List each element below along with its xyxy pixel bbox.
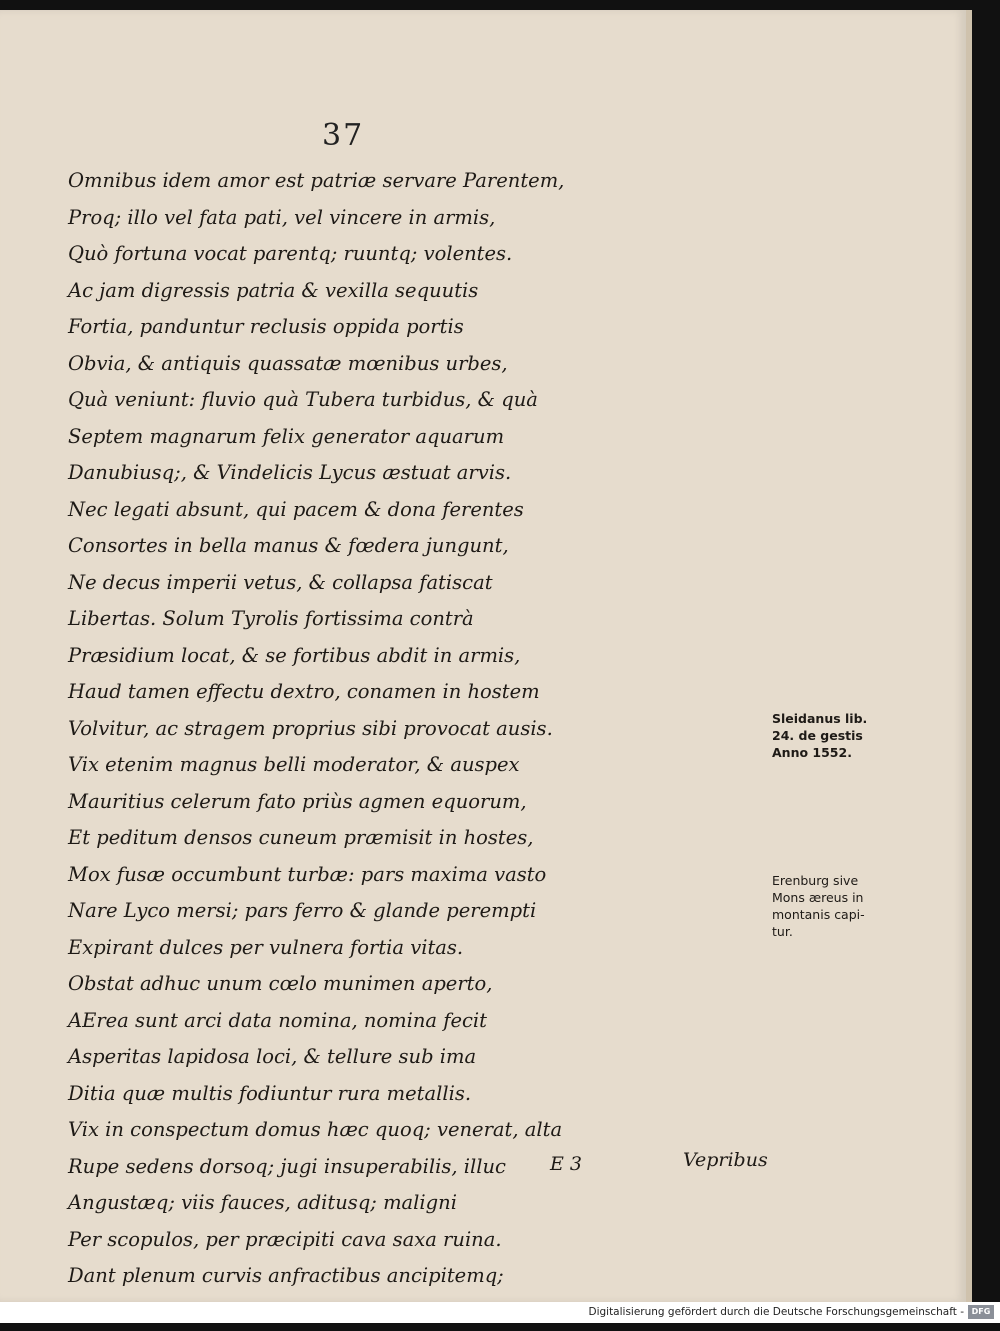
funding-credit: Digitalisierung gefördert durch die Deutsche Forschungsgemeinschaft - [588,1306,964,1318]
verse-line: Asperitas lapidosa loci, & tellure sub ima [68,1039,628,1076]
verse-line: Et peditum densos cuneum præmisit in hostes, [68,820,628,857]
verse-line: Nec legati absunt, qui pacem & dona ferentes [68,492,628,529]
verse-line: Mauritius celerum fato priùs agmen equorum, [68,784,628,821]
verse-line: Ne decus imperii vetus, & collapsa fatiscat [68,565,628,602]
verse-line: Dant plenum curvis anfractibus ancipitemq; [68,1258,628,1295]
marginal-note: Erenburg sive Mons æreus in montanis capi- tur. [772,872,922,940]
verse-line: Rupe sedens dorsoq; jugi insuperabilis, illuc [68,1149,628,1186]
book-page [0,10,972,1302]
verse-line: Quà veniunt: fluvio quà Tubera turbidus, & quà [68,382,628,419]
verse-line: Obvia, & antiquis quassatæ mœnibus urbes, [68,346,628,383]
verse-line: Septem magnarum felix generator aquarum [68,419,628,456]
footer-bar [0,1302,1000,1323]
verse-line: Omnibus idem amor est patriæ servare Parentem, [68,163,628,200]
verse-line: Libertas. Solum Tyrolis fortissima contrà [68,601,628,638]
verse-line: Angustæq; viis fauces, aditusq; maligni [68,1185,628,1222]
verse-line: Mox fusæ occumbunt turbæ: pars maxima vasto [68,857,628,894]
verse-line: Ditia quæ multis fodiuntur rura metallis. [68,1076,628,1113]
verse-line: Vix in conspectum domus hæc quoq; venerat, alta [68,1112,628,1149]
verse-line: Haud tamen effectu dextro, conamen in hostem [68,674,628,711]
verse-line: Consortes in bella manus & fœdera jungunt, [68,528,628,565]
signature-mark: E 3 [550,1153,582,1175]
verse-line: Expirant dulces per vulnera fortia vitas. [68,930,628,967]
verse-line: Volvitur, ac stragem proprius sibi provocat ausis. [68,711,628,748]
verse-line: Quò fortuna vocat parentq; ruuntq; volentes. [68,236,628,273]
verse-line: Obstat adhuc unum cœlo munimen aperto, [68,966,628,1003]
page-number: 37 [322,118,364,153]
verse-line: AErea sunt arci data nomina, nomina fecit [68,1003,628,1040]
marginal-note: Sleidanus lib. 24. de gestis Anno 1552. [772,710,922,761]
verse-line: Nare Lyco mersi; pars ferro & glande perempti [68,893,628,930]
verse-line: Præsidium locat, & se fortibus abdit in armis, [68,638,628,675]
verse-line: Danubiusq;, & Vindelicis Lycus æstuat arvis. [68,455,628,492]
verse-line: Proq; illo vel fata pati, vel vincere in armis, [68,200,628,237]
verse-line: Fortia, panduntur reclusis oppida portis [68,309,628,346]
catchword: Vepribus [683,1149,768,1171]
verse-line: Per scopulos, per præcipiti cava saxa ruina. [68,1222,628,1259]
dfg-logo: DFG [968,1305,994,1319]
verse-line: Vix etenim magnus belli moderator, & auspex [68,747,628,784]
verse-text [68,163,628,1331]
verse-line: Ac jam digressis patria & vexilla sequutis [68,273,628,310]
